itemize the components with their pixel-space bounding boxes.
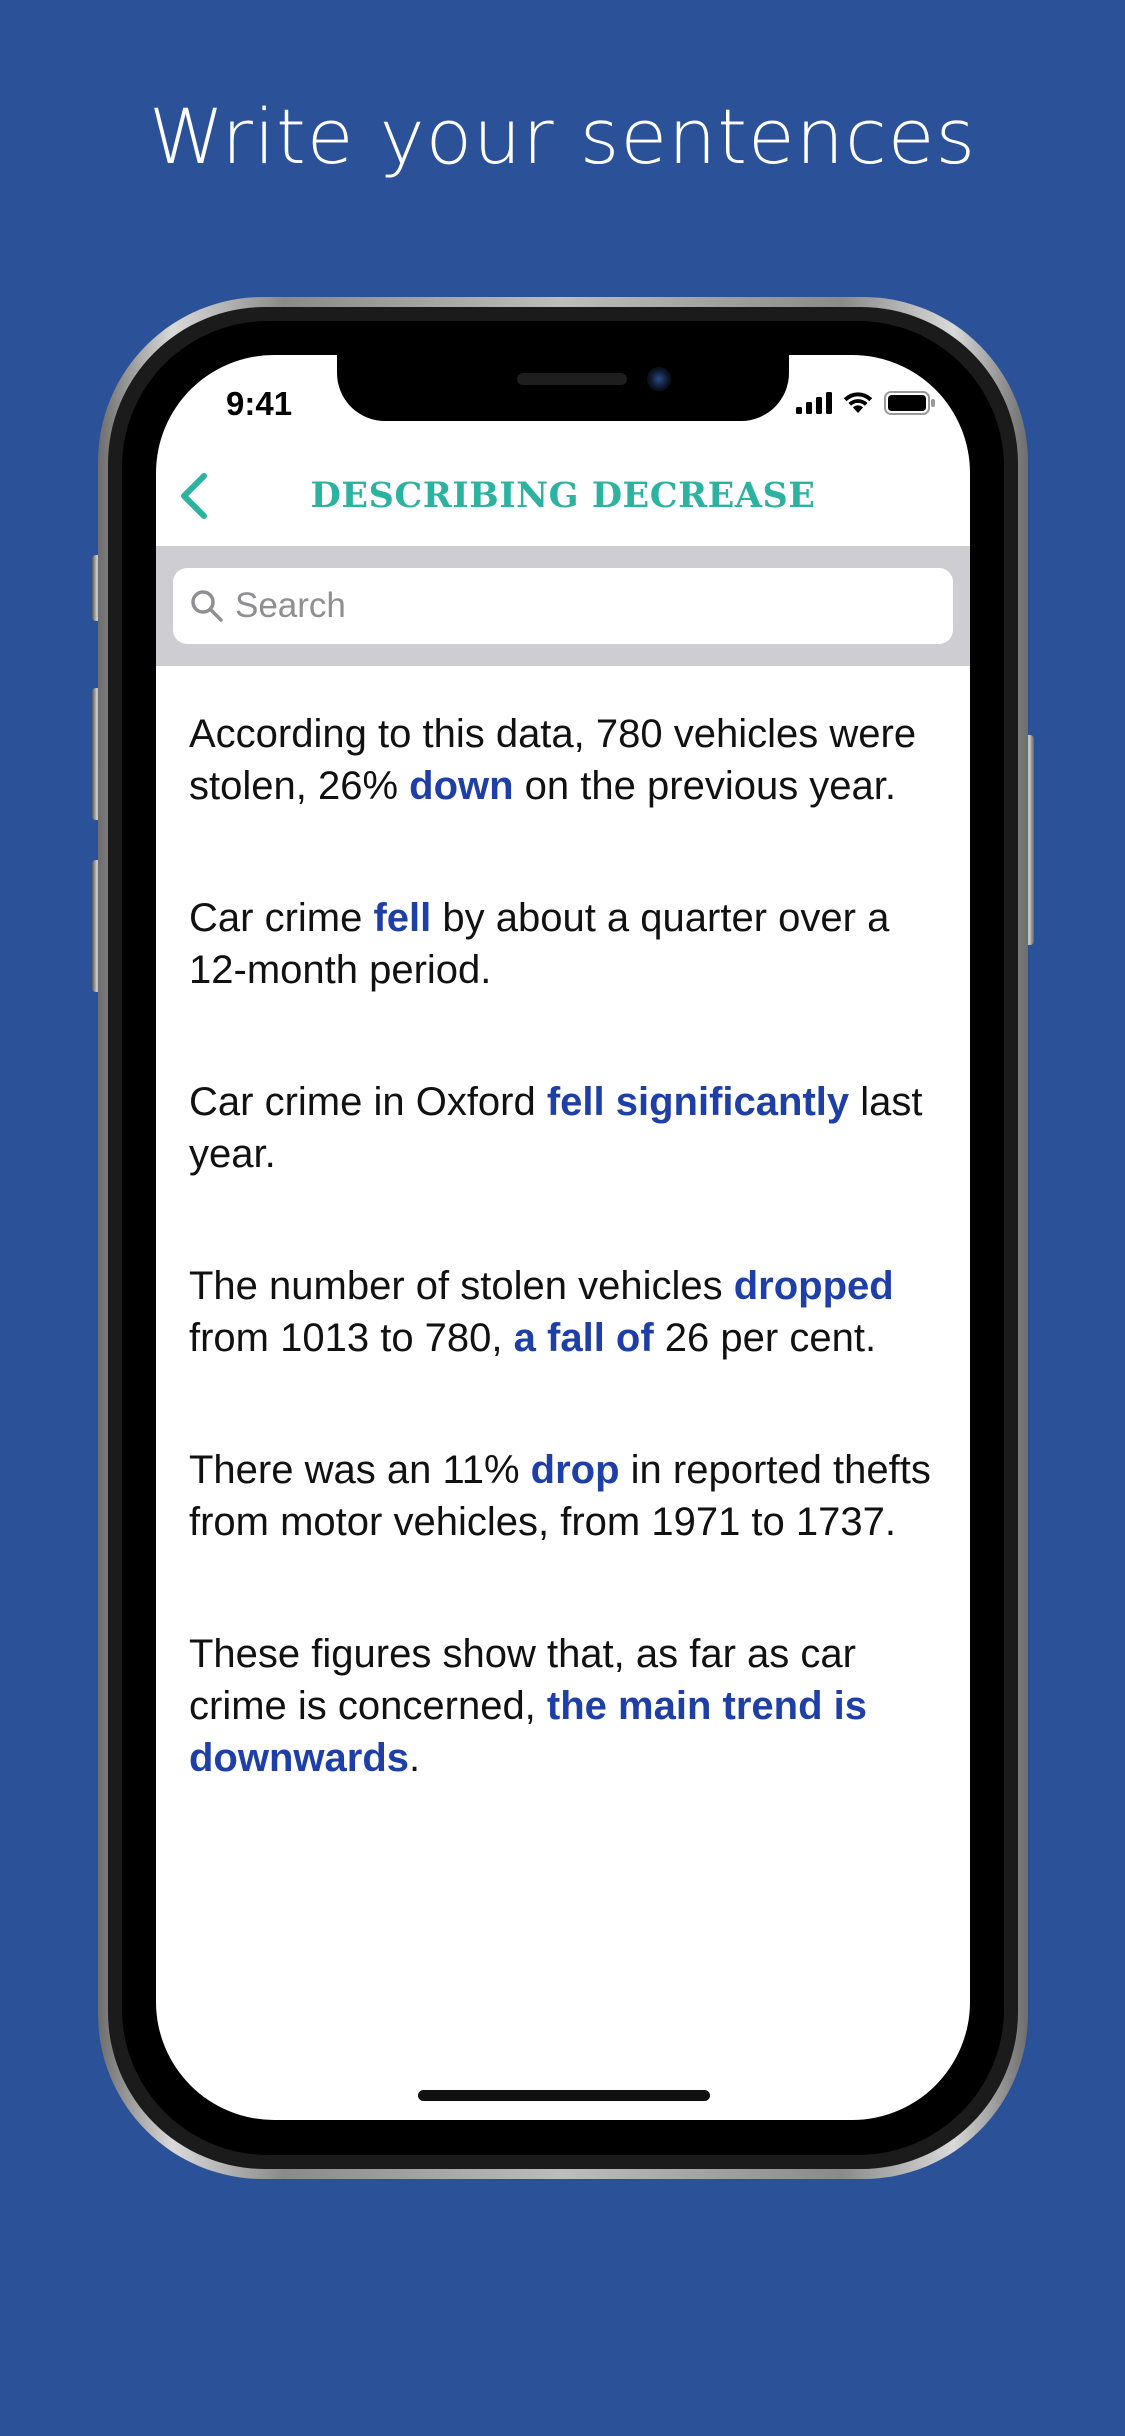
- sentence-item[interactable]: [189, 1076, 949, 1180]
- sentence-item[interactable]: [189, 892, 949, 996]
- sentence-text: last year.: [189, 1080, 923, 1176]
- sentence-item[interactable]: [189, 1444, 949, 1548]
- search-field[interactable]: [173, 568, 953, 644]
- sentence-item[interactable]: [189, 1628, 949, 1784]
- battery-icon: [884, 391, 936, 415]
- highlighted-phrase: fell: [373, 896, 432, 940]
- sentence-text: 26 per cent.: [653, 1316, 877, 1360]
- sentence-text: There was an 11%: [189, 1448, 531, 1492]
- front-camera: [647, 367, 671, 391]
- status-icons: [796, 391, 936, 415]
- sentence-text: Car crime: [189, 896, 374, 940]
- sentence-item[interactable]: [189, 1260, 949, 1364]
- highlighted-phrase: fell significantly: [546, 1080, 850, 1124]
- phone-notch: [337, 355, 789, 421]
- sentence-text: These figures show that, as far as car crime is concerned,: [189, 1632, 856, 1728]
- sentence-text: According to this data, 780 vehicles were stolen, 26%: [189, 712, 917, 808]
- sentence-text: from 1013 to 780,: [189, 1316, 514, 1360]
- highlighted-phrase: down: [409, 764, 514, 808]
- sentence-text: on the previous year.: [513, 764, 897, 808]
- cellular-signal-icon: [796, 392, 832, 414]
- sentence-text: The number of stolen vehicles: [189, 1264, 734, 1308]
- sentence-list: [189, 708, 949, 1864]
- search-bar-container: [156, 546, 970, 666]
- page-title: DESCRIBING DECREASE: [310, 475, 816, 516]
- status-time: 9:41: [226, 385, 293, 422]
- wifi-icon: [842, 391, 874, 415]
- navigation-bar: [156, 445, 970, 545]
- sentence-text: in reported thefts from motor vehicles, from 1971 to 1737.: [189, 1448, 931, 1544]
- promo-headline: Write your sentences: [148, 92, 977, 181]
- highlighted-phrase: a fall of: [513, 1316, 654, 1360]
- sentence-text: Car crime in Oxford: [189, 1080, 547, 1124]
- highlighted-phrase: drop: [530, 1448, 620, 1492]
- phone-screen: [156, 355, 970, 2120]
- earpiece-speaker: [517, 373, 627, 385]
- home-indicator[interactable]: [418, 2090, 710, 2101]
- search-input[interactable]: [235, 568, 935, 644]
- sentence-item[interactable]: [189, 708, 949, 812]
- sentence-text: by about a quarter over a 12-month period.: [189, 896, 890, 992]
- sentence-text: .: [409, 1736, 421, 1780]
- highlighted-phrase: dropped: [733, 1264, 894, 1308]
- highlighted-phrase: the main trend is downwards: [189, 1684, 867, 1780]
- search-icon: [189, 588, 225, 624]
